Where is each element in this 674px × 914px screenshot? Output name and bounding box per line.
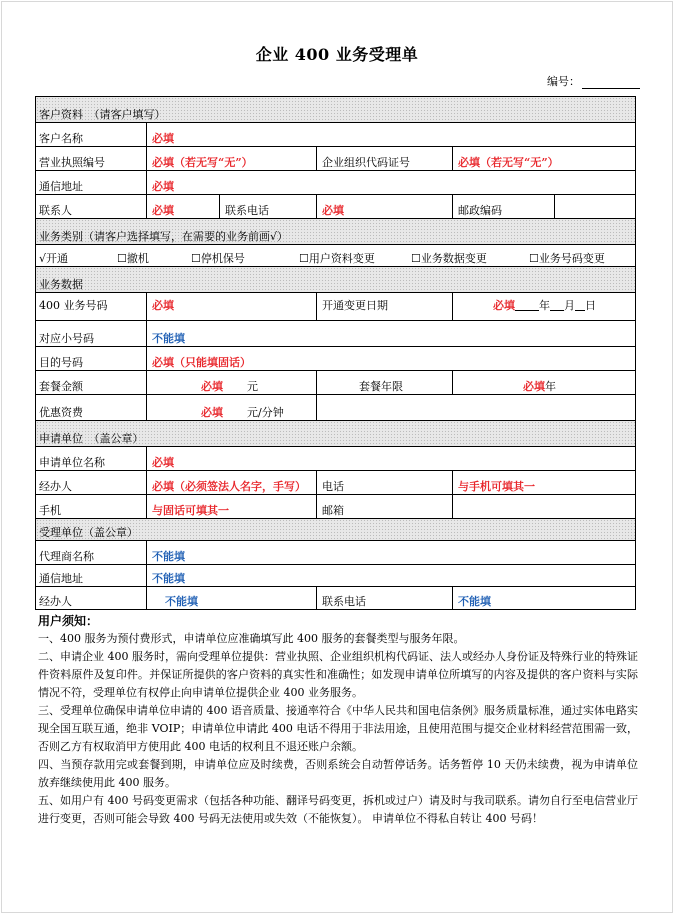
applicant-mobile-label: 手机 [39,504,61,517]
customer-name-field[interactable]: 必填 [152,132,174,145]
notice-item-1: 一、400 服务为预付费形式，申请单位应准确填写此 400 服务的套餐类型与服务年限。 [38,632,465,645]
license-field[interactable]: 必填（若无写“无”） [152,156,253,169]
option-user-info-change-checkbox[interactable]: ☐用户资料变更 [299,252,375,265]
applicant-section-title: 申请单位 （盖公章） [39,432,144,445]
customer-contact-row [36,195,635,219]
option-number-change-checkbox[interactable]: ☐业务号码变更 [529,252,605,265]
discount-unit: 元/分钟 [247,406,284,419]
applicant-agent-field[interactable]: 必填（必须签法人名字，手写） [152,480,306,493]
org-code-field[interactable]: 必填（若无写“无”） [458,156,559,169]
fee-field[interactable] [198,371,258,394]
customer-phone-label: 联系电话 [225,204,269,217]
fee-label: 套餐金额 [39,380,83,393]
application-form-table [35,96,636,610]
applicant-name-label: 申请单位名称 [39,456,105,469]
acceptor-section-title: 受理单位（盖公章） [39,526,138,539]
target-number-field[interactable]: 必填（只能填固话） [152,356,251,369]
acceptor-address-row [36,565,635,587]
applicant-name-row [36,447,635,471]
applicant-name-field[interactable]: 必填 [152,456,174,469]
notice-item-3: 三、受理单位确保申请单位申请的 400 语音质量、接通率符合《中华人民共和国电信条例》服务质量标准，通过实体电路实现全国互联互通，绝非 VOIP；申请单位申请此 400 电话不得用于非法用途，且使用范围与提交企业材料经营范围需一致，否则乙方有权取消甲方使用此 400 电话的权利且不退还账户余额。 [38,704,638,753]
applicant-agent-row [36,471,635,495]
customer-name-label: 客户名称 [39,132,83,145]
acceptor-address-label: 通信地址 [39,572,83,585]
small-number-row [36,321,635,347]
customer-section-title: 客户资料 （请客户填写） [39,108,166,121]
acceptor-agent-field: 不能填 [165,595,198,608]
customer-name-row [36,123,635,147]
business-options-row [36,245,635,267]
user-notice [38,612,638,828]
applicant-mobile-field[interactable]: 与固话可填其一 [152,504,229,517]
small-number-label: 对应小号码 [39,332,94,345]
form-title: 企业 400 业务受理单 [255,45,419,64]
notice-item-4: 四、当预存款用完或套餐到期，申请单位应及时续费，否则系统会自动暂停话务。话务暂停 10 天仍未续费，视为申请单位放弃继续使用此 400 服务。 [38,758,638,789]
acceptor-agent-row [36,587,635,609]
serial-number [547,73,640,89]
license-row [36,147,635,171]
customer-address-row [36,171,635,195]
date-required: 必填 [493,299,515,312]
agency-row [36,541,635,565]
term-unit: 年 [545,380,556,393]
notice-item-5: 五、如用户有 400 号码变更需求（包括各种功能、翻译号码变更，拆机或过户）请及时与我司联系。请勿自行至电信营业厅进行变更，否则可能会导致 400 号码无法使用或失效（不能恢复）。 申请单位不得私自转让 400 号码！ [38,794,638,825]
package-row [36,371,635,395]
customer-address-field[interactable]: 必填 [152,180,174,193]
notice-item-2: 二、申请企业 400 服务时，需向受理单位提供：营业执照、企业组织机构代码证、法人或经办人身份证及特殊行业的特殊证件资料原件及复印件。并保证所提供的客户资料的真实性和准确性；如发现申请单位所填写的内容及提供的客户资料与实际情况不符，受理单位有权停止向申请单位提供企业 400 业务服务。 [38,650,638,699]
number-field[interactable]: 必填 [152,299,174,312]
acceptor-address-field: 不能填 [152,572,185,585]
acceptor-phone-label: 联系电话 [322,595,366,608]
postcode-field[interactable] [557,195,635,218]
option-cancel-checkbox[interactable]: ☐撤机 [117,252,149,265]
applicant-email-field[interactable] [455,495,635,518]
term-required: 必填 [523,380,545,393]
serial-label: 编号： [547,75,580,88]
small-number-field: 不能填 [152,332,185,345]
contact-field[interactable]: 必填 [152,204,174,217]
day-label: 日 [585,299,596,312]
data-section-title: 业务数据 [39,278,83,291]
number-label: 400 业务号码 [39,299,108,312]
discount-label: 优惠资费 [39,406,83,419]
term-label: 套餐年限 [359,380,403,393]
notice-heading: 用户须知： [38,614,99,628]
business-section-header [36,219,635,245]
customer-section-header [36,97,635,123]
agency-label: 代理商名称 [39,550,94,563]
fee-required: 必填 [201,380,223,393]
option-data-change-checkbox[interactable]: ☐业务数据变更 [411,252,487,265]
date-label: 开通变更日期 [322,299,388,312]
license-label: 营业执照编号 [39,156,105,169]
agency-field: 不能填 [152,550,185,563]
applicant-section-header [36,421,635,447]
discount-row [36,395,635,421]
applicant-tel-field[interactable]: 与手机可填其一 [458,480,535,493]
acceptor-section-header [36,519,635,541]
contact-label: 联系人 [39,204,72,217]
acceptor-agent-label: 经办人 [39,595,72,608]
serial-input-line[interactable] [582,78,640,89]
discount-required: 必填 [201,406,223,419]
option-suspend-checkbox[interactable]: ☐停机保号 [191,252,245,265]
data-section-header [36,267,635,293]
applicant-email-label: 邮箱 [322,504,344,517]
applicant-mobile-row [36,495,635,519]
postcode-label: 邮政编码 [458,204,502,217]
fee-unit: 元 [247,380,258,393]
target-number-row [36,347,635,371]
discount-field[interactable] [198,395,284,420]
year-label: 年 [539,299,550,312]
customer-address-label: 通信地址 [39,180,83,193]
business-section-title: 业务类别（请客户选择填写，在需要的业务前画√） [39,230,289,243]
month-label: 月 [564,299,575,312]
date-field[interactable] [490,293,596,320]
term-field[interactable] [520,371,556,394]
target-number-label: 目的号码 [39,356,83,369]
acceptor-phone-field: 不能填 [458,595,491,608]
applicant-tel-label: 电话 [322,480,344,493]
org-code-label: 企业组织代码证号 [322,156,410,169]
customer-phone-field[interactable]: 必填 [322,204,344,217]
applicant-agent-label: 经办人 [39,480,72,493]
number-row [36,293,635,321]
option-open-checkbox[interactable]: √开通 [39,252,69,265]
